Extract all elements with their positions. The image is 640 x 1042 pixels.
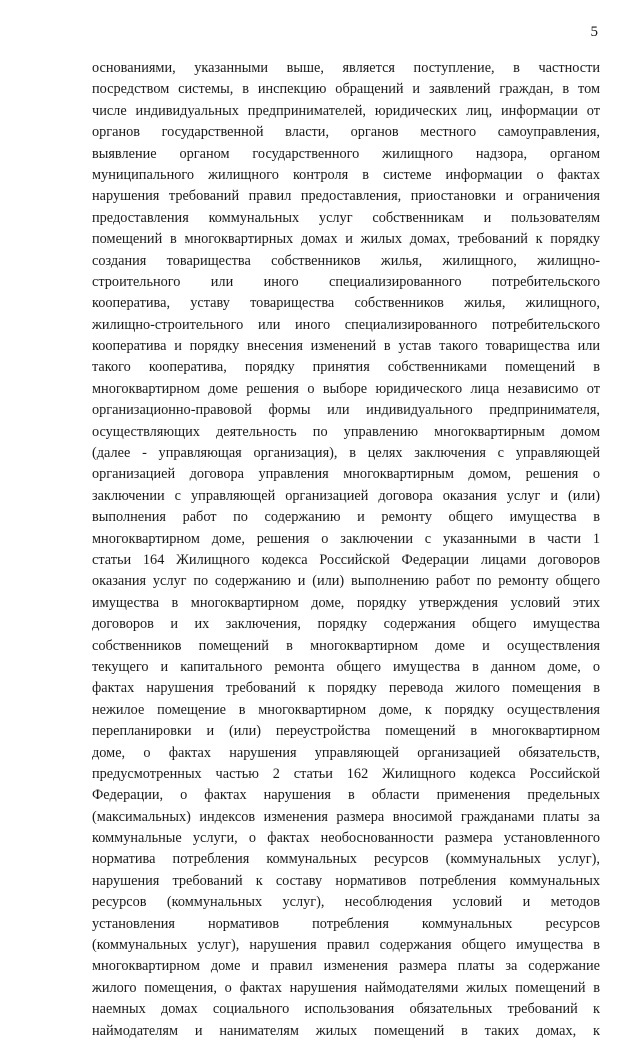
text-line: (коммунальных услуг), нарушения правил содержания общего имущества в bbox=[92, 937, 600, 954]
text-line: организационно-правовой формы или индивидуального предпринимателя, bbox=[92, 402, 600, 419]
text-line: предусмотренных частью 2 статьи 162 Жилищного кодекса Российской bbox=[92, 765, 600, 782]
text-line: нарушения требований к составу нормативов потребления коммунальных bbox=[92, 872, 600, 889]
text-line: предоставления коммунальных услуг собственникам и пользователям bbox=[92, 209, 600, 226]
text-line: кооператива, уставу товарищества собственников жилья, жилищного, bbox=[92, 295, 600, 312]
text-line: перепланировки и (или) переустройства помещений в многоквартирном bbox=[92, 723, 600, 740]
text-line: заключении с управляющей организацией договора оказания услуг и (или) bbox=[92, 487, 600, 504]
text-line: статьи 164 Жилищного кодекса Российской Федерации лицами договоров bbox=[92, 551, 600, 568]
text-line: ресурсов (коммунальных услуг), несоблюдения условий и методов bbox=[92, 894, 600, 911]
text-line: кооператива и порядку внесения изменений в устав такого товарищества или bbox=[92, 338, 600, 355]
text-line: помещений в многоквартирных домах и жилых домах, требований к порядку bbox=[92, 231, 600, 248]
text-line: выполнения работ по содержанию и ремонту общего имущества в bbox=[92, 509, 600, 526]
text-line: оказания услуг по содержанию и (или) выполнению работ по ремонту общего bbox=[92, 573, 600, 590]
text-line: (далее - управляющая организация), в целях заключения с управляющей bbox=[92, 445, 600, 462]
text-line: многоквартирном доме, решения о заключении с указанными в части 1 bbox=[92, 530, 600, 547]
text-line: числе индивидуальных предпринимателей, юридических лиц, информации от bbox=[92, 102, 600, 119]
text-line: собственников помещений в многоквартирном доме и осуществления bbox=[92, 637, 600, 654]
text-line: наймодателям и нанимателям жилых помещений в таких домах, к bbox=[92, 1022, 600, 1039]
text-line: коммунальные услуги, о фактах необоснованности размера установленного bbox=[92, 830, 600, 847]
text-line: муниципального жилищного контроля в системе информации о фактах bbox=[92, 166, 600, 183]
text-line: организацией договора управления многоквартирным домом, решения о bbox=[92, 466, 600, 483]
text-line: жилого помещения, о фактах нарушения наймодателями жилых помещений в bbox=[92, 979, 600, 996]
text-line: создания товарищества собственников жилья, жилищного, жилищно- bbox=[92, 252, 600, 269]
text-line: нежилое помещение в многоквартирном доме, к порядку осуществления bbox=[92, 701, 600, 718]
text-line: такого кооператива, порядку принятия собственниками помещений в bbox=[92, 359, 600, 376]
text-line: строительного или иного специализированного потребительского bbox=[92, 273, 600, 290]
text-line: договоров и их заключения, порядку содержания общего имущества bbox=[92, 616, 600, 633]
text-line: многоквартирном доме и правил изменения размера платы за содержание bbox=[92, 958, 600, 975]
text-line: органов государственной власти, органов местного самоуправления, bbox=[92, 124, 600, 141]
text-line: основаниями, указанными выше, является поступление, в частности bbox=[92, 60, 600, 76]
text-line: жилищно-строительного или иного специализированного потребительского bbox=[92, 316, 600, 333]
text-line: выявление органом государственного жилищного надзора, органом bbox=[92, 145, 600, 162]
text-line: установления нормативов потребления коммунальных ресурсов bbox=[92, 915, 600, 932]
text-line: осуществляющих деятельность по управлению многоквартирным домом bbox=[92, 423, 600, 440]
text-line: Федерации, о фактах нарушения в области применения предельных bbox=[92, 787, 600, 804]
page-number: 5 bbox=[590, 24, 598, 40]
text-line: фактах нарушения требований к порядку перевода жилого помещения в bbox=[92, 680, 600, 697]
text-line: нарушения требований правил предоставления, приостановки и ограничения bbox=[92, 188, 600, 205]
text-line: текущего и капитального ремонта общего имущества в данном доме, о bbox=[92, 658, 600, 675]
text-line: многоквартирном доме решения о выборе юридического лица независимо от bbox=[92, 380, 600, 397]
text-line: доме, о фактах нарушения управляющей организацией обязательств, bbox=[92, 744, 600, 761]
document-body bbox=[92, 58, 600, 1042]
text-line: (максимальных) индексов изменения размера вносимой гражданами платы за bbox=[92, 808, 600, 825]
text-line: имущества в многоквартирном доме, порядку утверждения условий этих bbox=[92, 594, 600, 611]
text-line: посредством системы, в инспекцию обращений и заявлений граждан, в том bbox=[92, 81, 600, 98]
text-line: норматива потребления коммунальных ресурсов (коммунальных услуг), bbox=[92, 851, 600, 868]
text-line: наемных домах социального использования обязательных требований к bbox=[92, 1001, 600, 1018]
